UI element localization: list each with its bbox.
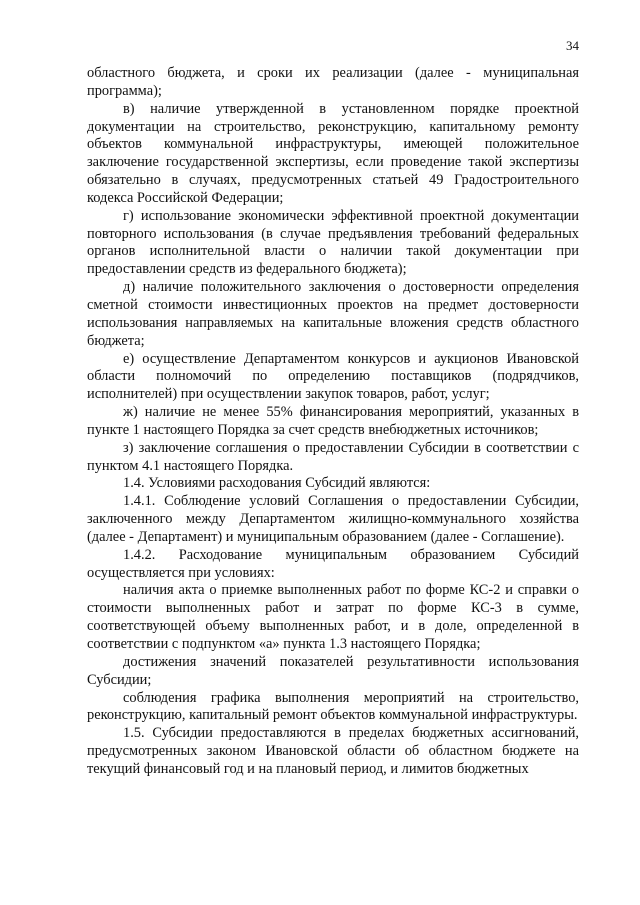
- paragraph-item-d: д) наличие положительного заключения о достоверности определения сметной стоимости инвестиционных проектов на предмет достоверности использования направляемых на капитальные вложения средств областного бюджета;: [87, 279, 579, 349]
- paragraph-section-1-5: 1.5. Субсидии предоставляются в пределах бюджетных ассигнований, предусмотренных законом Ивановской области об областном бюджете на текущий финансовый год и на плановый период, и лимитов бюджетных: [87, 725, 579, 777]
- document-body: [87, 65, 579, 779]
- paragraph-section-1-4: 1.4. Условиями расходования Субсидий являются:: [123, 475, 431, 492]
- paragraph-item-zh: ж) наличие не менее 55% финансирования мероприятий, указанных в пункте 1 настоящего Порядка за счет средств внебюджетных источников;: [87, 404, 579, 438]
- paragraph-item-z: з) заключение соглашения о предоставлении Субсидии в соответствии с пунктом 4.1 настоящего Порядка.: [87, 439, 579, 474]
- paragraph-continuation: областного бюджета, и сроки их реализации (далее - муниципальная программа);: [87, 65, 579, 99]
- paragraph-item-e: е) осуществление Департаментом конкурсов и аукционов Ивановской области полномочий по определению поставщиков (подрядчиков, исполнителей) при осуществлении закупок товаров, работ, услуг;: [87, 350, 579, 403]
- paragraph-condition-indicators: достижения значений показателей результативности использования Субсидии;: [87, 653, 579, 688]
- paragraph-section-1-4-2: 1.4.2. Расходование муниципальным образованием Субсидий осуществляется при условиях:: [87, 546, 579, 581]
- paragraph-item-g: г) использование экономически эффективной проектной документации повторного использования (в случае предъявления требований федеральных органов исполнительной власти о наличии такой документации при предоставлении средств из федерального бюджета);: [87, 207, 579, 278]
- paragraph-condition-acts: наличия акта о приемке выполненных работ по форме КС-2 и справки о стоимости выполненных работ и затрат по форме КС-3 в сумме, соответствующей объему выполненных работ, и в доле, определенной в соответствии с подпунктом «а» пункта 1.3 настоящего Порядка;: [87, 582, 579, 652]
- page-number: 34: [566, 38, 579, 53]
- paragraph-section-1-4-1: 1.4.1. Соблюдение условий Соглашения о предоставлении Субсидии, заключенного между Департаментом жилищно-коммунального хозяйства (далее - Департамент) и муниципальным образованием (далее - Соглашение).: [87, 493, 579, 545]
- paragraph-condition-schedule: соблюдения графика выполнения мероприятий на строительство, реконструкцию, капитальный ремонт объектов коммунальной инфраструктуры.: [87, 689, 579, 724]
- paragraph-item-v: в) наличие утвержденной в установленном порядке проектной документации на строительство, реконструкцию, капитальному ремонту объектов коммунальной инфраструктуры, имеющей положительное заключение государственной экспертизы, если проведение такой экспертизы обязательно в случаях, предусмотренных статьей 49 Градостроительного кодекса Российской Федерации;: [87, 100, 579, 206]
